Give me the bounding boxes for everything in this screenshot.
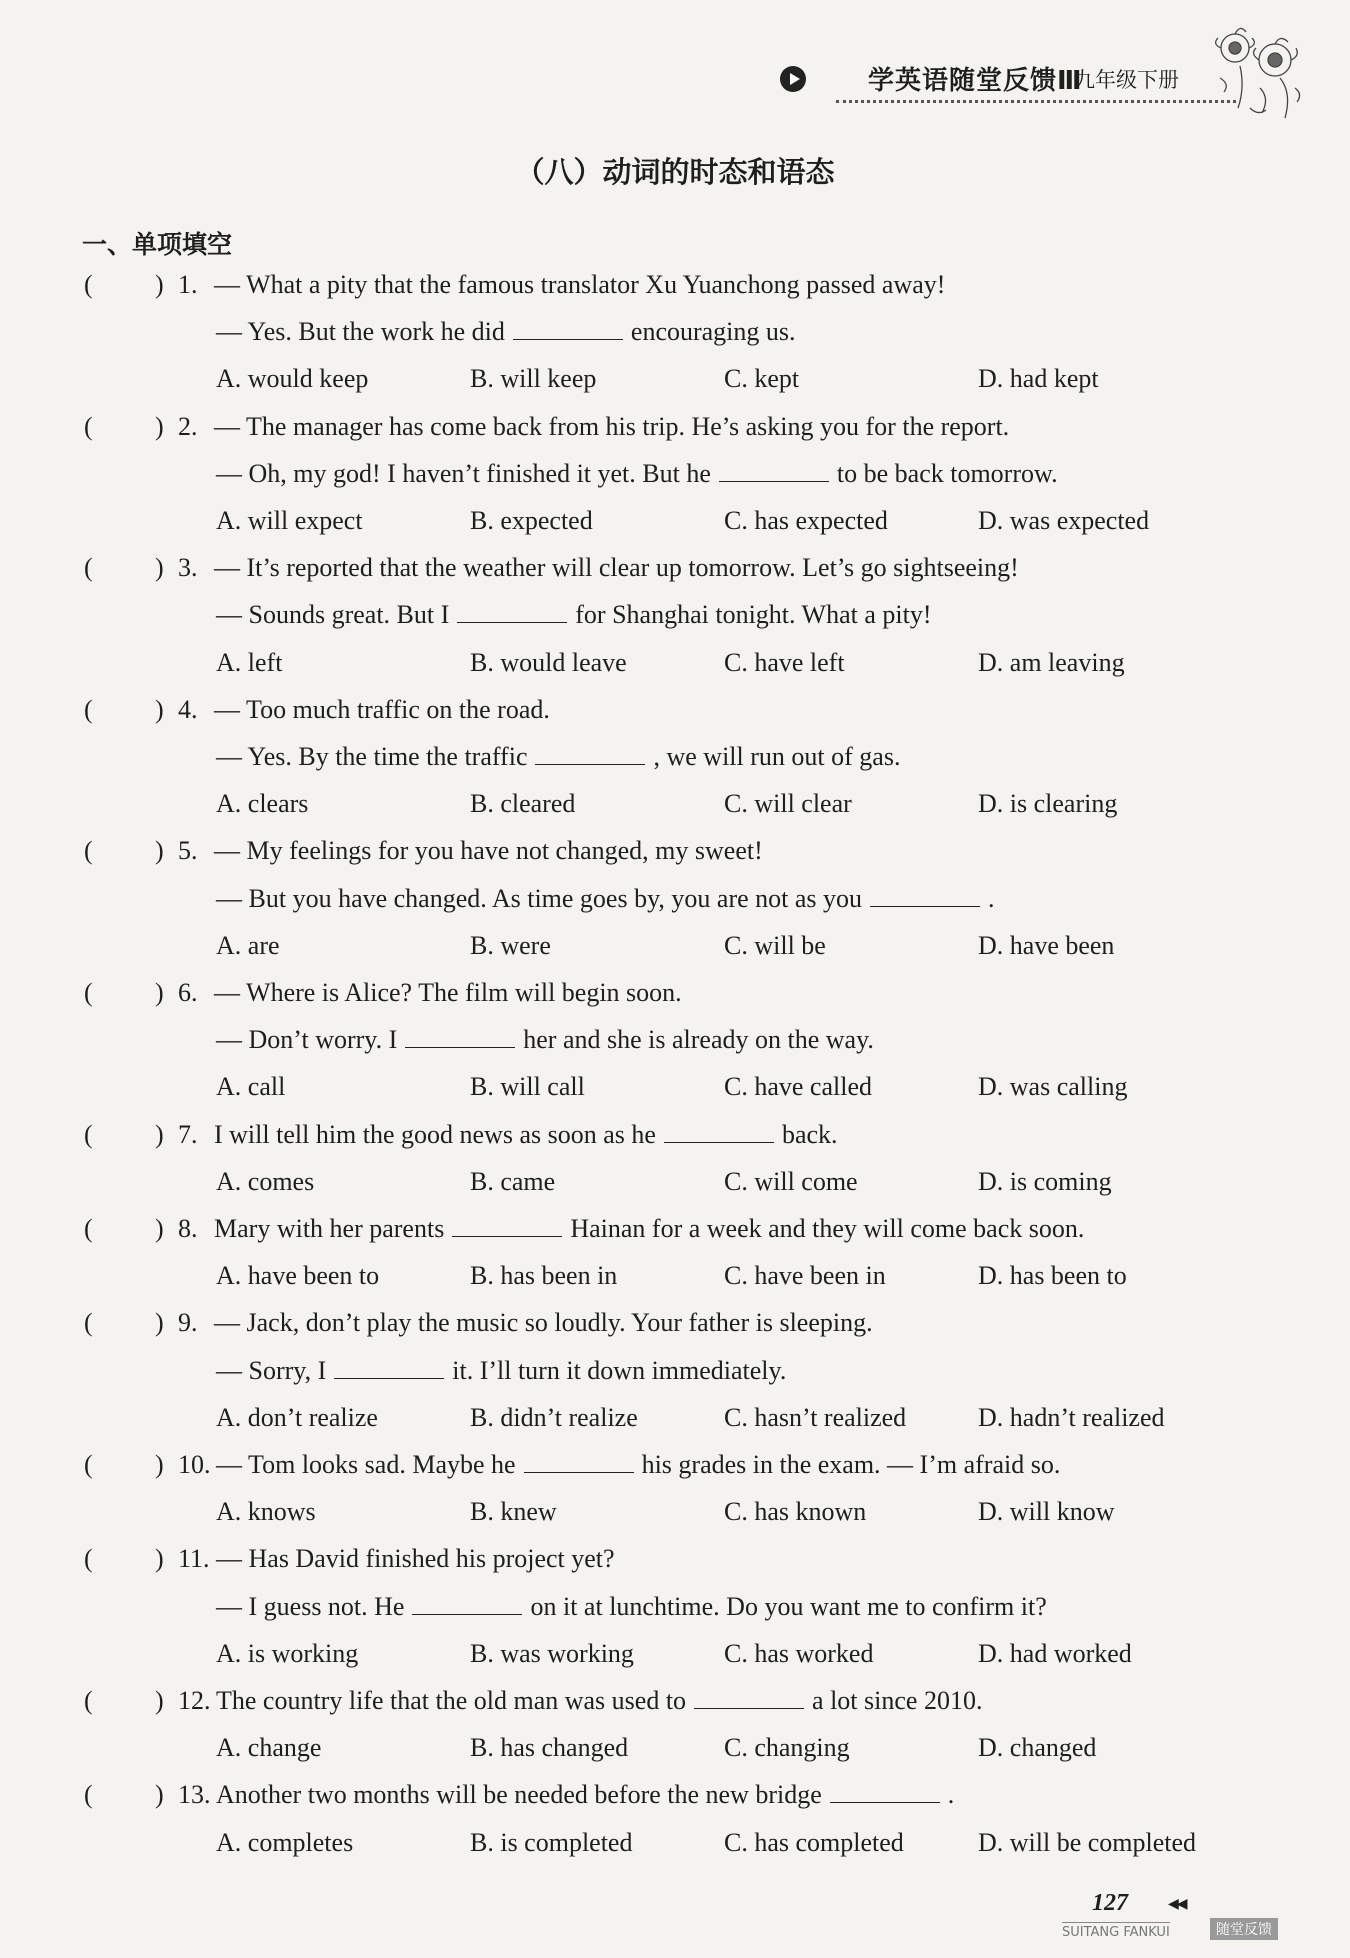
option-d: D. is coming <box>978 1166 1112 1196</box>
question-text-after-blank: her and she is already on the way. <box>523 1025 874 1055</box>
question-text-after-blank: a lot since 2010. <box>812 1686 983 1715</box>
answer-paren-close: ) <box>155 411 164 441</box>
play-icon <box>780 66 806 92</box>
question-text-after-blank: back. <box>781 1119 838 1149</box>
answer-paren-open: ( <box>84 1308 93 1338</box>
question-line <box>214 836 763 866</box>
question-line <box>214 270 945 300</box>
option-b: B. was working <box>470 1638 634 1668</box>
option-d: D. was expected <box>978 506 1150 535</box>
answer-blank[interactable] <box>334 1358 444 1379</box>
question-text-after-blank: . <box>988 883 995 913</box>
option-a: A. left <box>216 647 283 677</box>
question-line <box>216 884 995 914</box>
option-a: A. don’t realize <box>216 1402 378 1432</box>
answer-paren-close: ) <box>155 553 164 583</box>
option-a: A. would keep <box>216 364 369 394</box>
question-number: 8. <box>178 1214 198 1243</box>
question-text: I will tell him the good news as soon as he <box>214 1119 656 1149</box>
option-d: D. was calling <box>978 1072 1128 1102</box>
answer-paren-open: ( <box>84 694 93 724</box>
answer-blank[interactable] <box>524 1452 634 1473</box>
answer-paren-close: ) <box>155 836 164 866</box>
question-line <box>214 1308 873 1338</box>
answer-paren-open: ( <box>84 1544 93 1574</box>
question-line <box>216 317 796 347</box>
question-text: Another two months will be needed before the new bridge <box>216 1780 822 1810</box>
answer-paren-open: ( <box>84 411 93 441</box>
page-number: 127 <box>1092 1890 1128 1916</box>
option-b: B. were <box>470 930 551 960</box>
question-line <box>216 1025 874 1055</box>
question-line <box>214 412 1009 442</box>
answer-paren-close: ) <box>155 1119 164 1149</box>
question-line <box>214 695 550 725</box>
answer-paren-open: ( <box>84 978 93 1007</box>
answer-blank[interactable] <box>405 1027 515 1048</box>
option-d: D. hadn’t realized <box>978 1402 1165 1432</box>
question-text-after-blank: for Shanghai tonight. What a pity! <box>575 600 932 630</box>
question-text: — Yes. By the time the traffic <box>216 742 528 771</box>
answer-paren-close: ) <box>155 1308 164 1338</box>
option-b: B. came <box>470 1166 556 1196</box>
option-c: C. will come <box>724 1166 858 1196</box>
book-title: 学英语随堂反馈Ⅲ <box>868 66 1083 96</box>
question-text: — Oh, my god! I haven’t finished it yet. But he <box>216 458 711 488</box>
answer-paren-open: ( <box>84 553 93 583</box>
question-number: 1. <box>178 270 198 299</box>
option-c: C. will be <box>724 930 826 960</box>
answer-blank[interactable] <box>664 1122 774 1143</box>
answer-paren-close: ) <box>155 1450 164 1479</box>
question-text: — The manager has come back from his trip. He’s asking you for the report. <box>214 411 1010 441</box>
answer-paren-open: ( <box>84 1214 93 1243</box>
option-d: D. changed <box>978 1733 1097 1763</box>
question-line <box>214 1120 838 1150</box>
question-number: 4. <box>178 694 198 724</box>
option-d: D. have been <box>978 930 1115 960</box>
question-line <box>216 1592 1047 1622</box>
option-b: B. is completed <box>470 1827 633 1857</box>
question-text: — Has David finished his project yet? <box>216 1544 615 1574</box>
question-text: — But you have changed. As time goes by, you are not as you <box>216 883 863 913</box>
answer-paren-close: ) <box>155 1214 164 1243</box>
footer-brand: SUITANG FANKUI <box>1062 1922 1170 1940</box>
answer-paren-open: ( <box>84 1119 93 1149</box>
question-text: — Sorry, I <box>216 1355 327 1385</box>
option-b: B. has changed <box>470 1733 629 1763</box>
question-text: — Yes. But the work he did <box>216 317 505 347</box>
answer-paren-close: ) <box>155 694 164 724</box>
option-a: A. have been to <box>216 1261 380 1291</box>
answer-blank[interactable] <box>535 744 645 765</box>
question-text: — Tom looks sad. Maybe he <box>216 1450 516 1479</box>
question-number: 6. <box>178 978 198 1007</box>
question-number: 2. <box>178 411 198 441</box>
question-number: 7. <box>178 1119 198 1149</box>
question-line <box>214 978 682 1008</box>
question-number: 13. <box>178 1780 211 1810</box>
question-line <box>216 1450 1060 1480</box>
option-d: D. will know <box>978 1497 1115 1527</box>
answer-blank[interactable] <box>513 319 623 340</box>
question-text-after-blank: , we will run out of gas. <box>653 742 901 771</box>
page-header <box>780 56 1200 106</box>
option-c: C. has expected <box>724 506 888 535</box>
option-c: C. have called <box>724 1072 872 1102</box>
option-c: C. kept <box>724 364 800 394</box>
option-c: C. have left <box>724 647 845 677</box>
option-b: B. would leave <box>470 647 627 677</box>
option-c: C. has known <box>724 1497 867 1527</box>
option-b: B. cleared <box>470 789 576 819</box>
option-d: D. has been to <box>978 1261 1127 1291</box>
answer-blank[interactable] <box>412 1594 522 1615</box>
option-b: B. expected <box>470 506 593 535</box>
option-b: B. knew <box>470 1497 557 1527</box>
grade-label: 九年级下册 <box>1074 68 1179 92</box>
answer-paren-open: ( <box>84 836 93 866</box>
footer-arrows-icon: ◀◀ <box>1168 1897 1186 1912</box>
option-a: A. change <box>216 1733 322 1763</box>
question-number: 9. <box>178 1308 198 1338</box>
option-c: C. will clear <box>724 789 852 819</box>
flower-icon <box>1200 18 1315 128</box>
answer-paren-open: ( <box>84 1450 93 1479</box>
answer-paren-open: ( <box>84 1780 93 1810</box>
question-text: Mary with her parents <box>214 1214 445 1243</box>
answer-blank[interactable] <box>457 602 567 623</box>
option-a: A. call <box>216 1072 286 1102</box>
option-d: D. am leaving <box>978 647 1125 677</box>
question-text-after-blank: on it at lunchtime. Do you want me to confirm it? <box>530 1591 1047 1621</box>
answer-paren-close: ) <box>155 1686 164 1715</box>
question-number: 10. <box>178 1450 211 1479</box>
answer-paren-close: ) <box>155 270 164 299</box>
question-line <box>214 1214 1084 1244</box>
question-text: — Jack, don’t play the music so loudly. Your father is sleeping. <box>214 1308 873 1338</box>
option-b: B. has been in <box>470 1261 618 1291</box>
question-number: 3. <box>178 553 198 583</box>
option-a: A. completes <box>216 1827 354 1857</box>
question-text: — It’s reported that the weather will clear up tomorrow. Let’s go sightseeing! <box>214 553 1019 583</box>
option-c: C. has worked <box>724 1638 874 1668</box>
option-d: D. is clearing <box>978 789 1118 819</box>
option-b: B. will call <box>470 1072 585 1102</box>
question-line <box>216 1686 982 1716</box>
answer-blank[interactable] <box>830 1782 940 1803</box>
footer-tag: 随堂反馈 <box>1210 1918 1278 1940</box>
question-text-after-blank: . <box>947 1780 955 1810</box>
option-d: D. had worked <box>978 1638 1132 1668</box>
option-a: A. are <box>216 930 280 960</box>
option-a: A. is working <box>216 1638 359 1668</box>
option-a: A. will expect <box>216 506 363 535</box>
header-divider <box>836 100 1236 103</box>
question-text: — Where is Alice? The film will begin soon. <box>214 978 682 1007</box>
answer-blank[interactable] <box>719 461 829 482</box>
option-b: B. will keep <box>470 364 597 394</box>
question-line <box>216 1780 954 1810</box>
question-text-after-blank: it. I’ll turn it down immediately. <box>452 1355 787 1385</box>
option-c: C. hasn’t realized <box>724 1402 907 1432</box>
option-c: C. has completed <box>724 1827 904 1857</box>
answer-paren-open: ( <box>84 1686 93 1715</box>
question-text: — I guess not. He <box>216 1591 405 1621</box>
question-line <box>216 1356 786 1386</box>
option-d: D. will be completed <box>978 1827 1197 1857</box>
question-text: The country life that the old man was used to <box>216 1686 687 1715</box>
question-text-after-blank: his grades in the exam. — I’m afraid so. <box>641 1450 1061 1479</box>
answer-blank[interactable] <box>694 1688 804 1709</box>
question-line <box>216 459 1058 489</box>
section-heading: 一、单项填空 <box>82 230 233 259</box>
question-number: 11. <box>178 1544 210 1574</box>
option-c: C. changing <box>724 1733 850 1763</box>
question-text-after-blank: Hainan for a week and they will come back soon. <box>570 1214 1085 1243</box>
question-line <box>216 1544 615 1574</box>
option-a: A. clears <box>216 789 309 819</box>
answer-blank[interactable] <box>870 886 980 907</box>
question-text-after-blank: encouraging us. <box>630 317 796 347</box>
answer-blank[interactable] <box>452 1216 562 1237</box>
question-text: — What a pity that the famous translator Xu Yuanchong passed away! <box>214 270 946 299</box>
question-line <box>216 742 900 772</box>
answer-paren-close: ) <box>155 1780 164 1810</box>
question-line <box>216 600 932 630</box>
answer-paren-close: ) <box>155 978 164 1007</box>
option-d: D. had kept <box>978 364 1099 394</box>
option-a: A. knows <box>216 1497 316 1527</box>
question-line <box>214 553 1019 583</box>
question-text-after-blank: to be back tomorrow. <box>836 458 1058 488</box>
question-text: — My feelings for you have not changed, my sweet! <box>214 836 763 866</box>
option-a: A. comes <box>216 1166 315 1196</box>
option-c: C. have been in <box>724 1261 886 1291</box>
question-text: — Don’t worry. I <box>216 1025 398 1055</box>
question-text: — Sounds great. But I <box>216 600 450 630</box>
question-number: 12. <box>178 1686 211 1715</box>
option-b: B. didn’t realize <box>470 1402 638 1432</box>
question-number: 5. <box>178 836 198 866</box>
question-text: — Too much traffic on the road. <box>214 694 550 724</box>
page-title: （八）动词的时态和语态 <box>515 155 835 189</box>
answer-paren-close: ) <box>155 1544 164 1574</box>
answer-paren-open: ( <box>84 270 93 299</box>
